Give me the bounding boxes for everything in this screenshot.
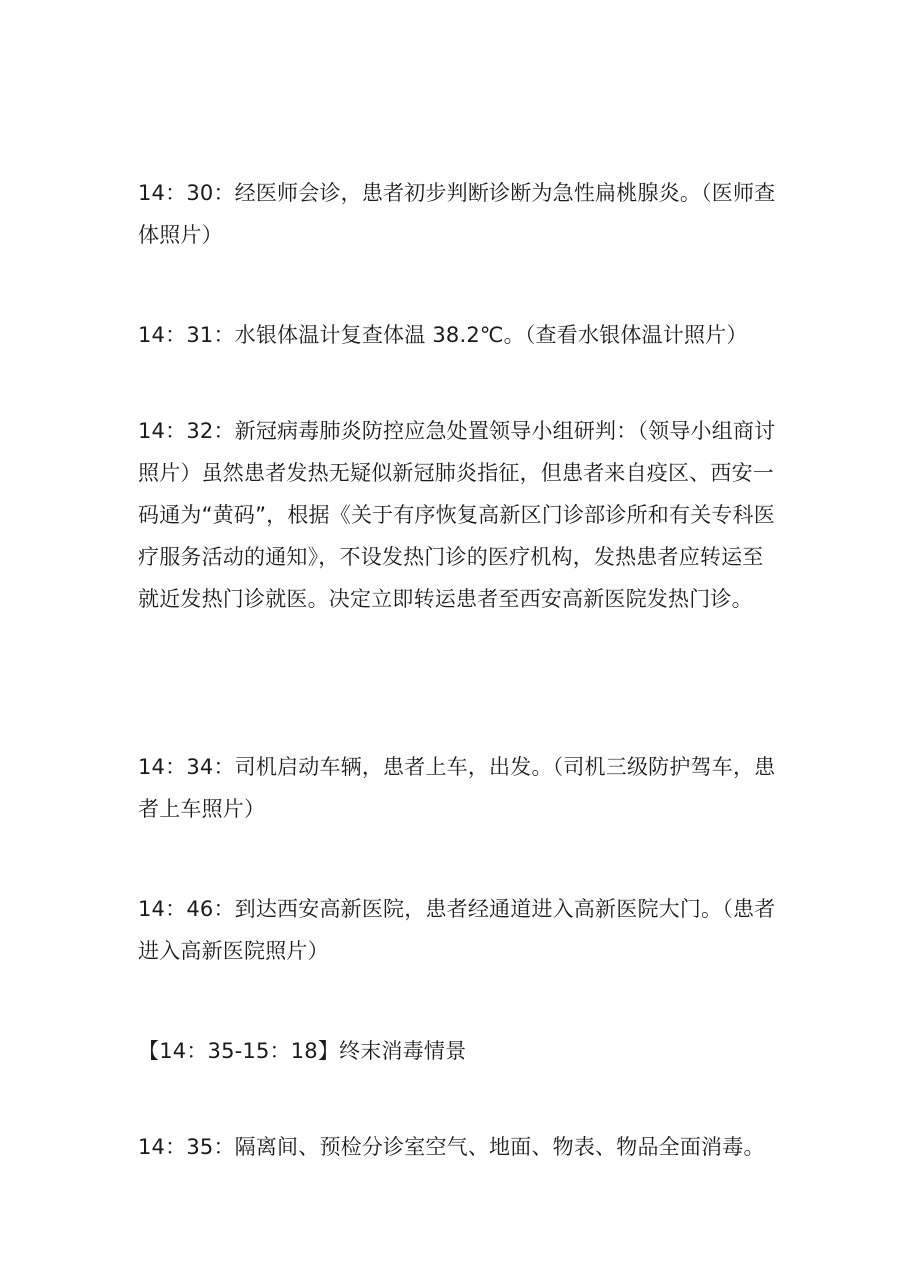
section-heading-terminal-disinfection: 【14：35-15：18】终末消毒情景 <box>138 1039 467 1063</box>
paragraph-1431: 14：31：水银体温计复查体温 38.2℃。（查看水银体温计照片） <box>138 323 748 347</box>
paragraph-1446: 14：46：到达西安高新医院，患者经通道进入高新医院大门。（患者进入高新医院照片） <box>138 897 776 963</box>
paragraph-1435: 14：35：隔离间、预检分诊室空气、地面、物表、物品全面消毒。 <box>138 1135 765 1159</box>
paragraph-1430: 14：30：经医师会诊，患者初步判断诊断为急性扁桃腺炎。（医师查体照片） <box>138 181 776 247</box>
paragraph-1434: 14：34：司机启动车辆，患者上车，出发。（司机三级防护驾车，患者上车照片） <box>138 755 776 821</box>
paragraph-1432: 14：32：新冠病毒肺炎防控应急处置领导小组研判：（领导小组商讨照片）虽然患者发热无疑似新冠肺炎指征，但患者来自疫区、西安一码通为“黄码”，根据《关于有序恢复高新区门诊部诊所和有关专科医疗服务活动的通知》，不设发热门诊的医疗机构，发热患者应转运至就近发热门诊就医。决定立即转运患者至西安高新医院发热门诊。 <box>138 419 776 611</box>
